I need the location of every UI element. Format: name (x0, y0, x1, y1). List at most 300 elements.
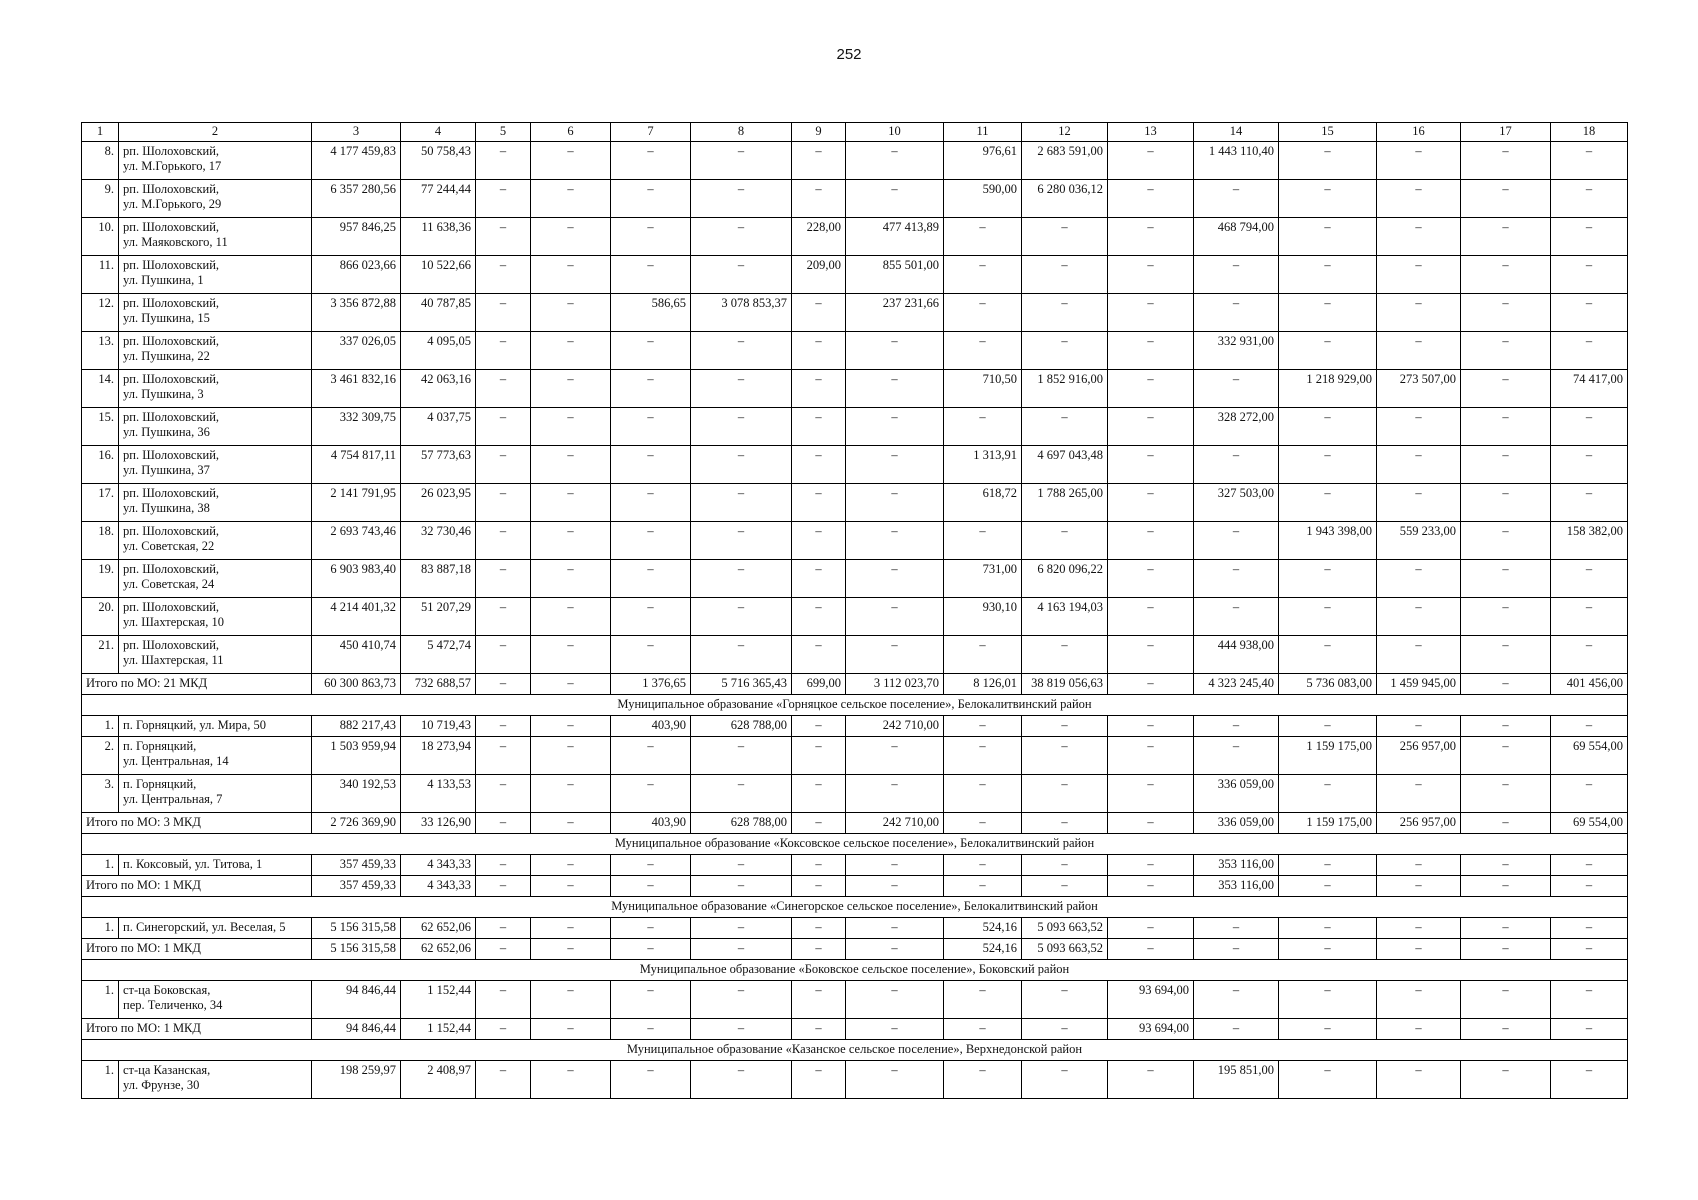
column-header: 3 (312, 123, 401, 142)
value-cell: – (1194, 737, 1279, 775)
value-cell: 10 719,43 (401, 716, 476, 737)
value-cell: – (531, 218, 611, 256)
address-cell: рп. Шолоховский, ул. Пушкина, 1 (119, 256, 312, 294)
value-cell: 4 754 817,11 (312, 446, 401, 484)
value-cell: 882 217,43 (312, 716, 401, 737)
value-cell: – (1108, 484, 1194, 522)
total-cell: 357 459,33 (312, 876, 401, 897)
value-cell: – (1461, 636, 1551, 674)
value-cell: – (1022, 1061, 1108, 1099)
value-cell: – (611, 737, 691, 775)
value-cell: – (611, 446, 691, 484)
value-cell: 4 163 194,03 (1022, 598, 1108, 636)
total-cell: 403,90 (611, 813, 691, 834)
value-cell: – (944, 855, 1022, 876)
total-cell: 4 323 245,40 (1194, 674, 1279, 695)
total-cell: – (1279, 1019, 1377, 1040)
value-cell: 273 507,00 (1377, 370, 1461, 408)
value-cell: – (1377, 981, 1461, 1019)
row-number: 2. (82, 737, 119, 775)
total-cell: – (792, 1019, 846, 1040)
value-cell: – (531, 332, 611, 370)
value-cell: – (1108, 218, 1194, 256)
row-number: 1. (82, 918, 119, 939)
value-cell: 4 133,53 (401, 775, 476, 813)
value-cell: – (691, 218, 792, 256)
value-cell: – (611, 1061, 691, 1099)
value-cell: – (1377, 716, 1461, 737)
value-cell: – (1461, 918, 1551, 939)
value-cell: 1 159 175,00 (1279, 737, 1377, 775)
value-cell: – (944, 636, 1022, 674)
value-cell: – (1108, 408, 1194, 446)
value-cell: 2 693 743,46 (312, 522, 401, 560)
section-header-row (82, 695, 1628, 716)
value-cell: – (691, 737, 792, 775)
value-cell: – (1108, 716, 1194, 737)
total-cell: – (1022, 1019, 1108, 1040)
value-cell: 4 697 043,48 (1022, 446, 1108, 484)
value-cell: – (846, 560, 944, 598)
row-number: 15. (82, 408, 119, 446)
value-cell: 332 309,75 (312, 408, 401, 446)
value-cell: 559 233,00 (1377, 522, 1461, 560)
address-cell: ст-ца Боковская, пер. Теличенко, 34 (119, 981, 312, 1019)
total-cell: – (691, 1019, 792, 1040)
value-cell: – (792, 294, 846, 332)
value-cell: – (1108, 636, 1194, 674)
value-cell: – (1461, 560, 1551, 598)
table-row (82, 180, 1628, 218)
value-cell: 158 382,00 (1551, 522, 1628, 560)
row-number: 1. (82, 1061, 119, 1099)
total-cell: – (1461, 939, 1551, 960)
section-title: Муниципальное образование «Горняцкое сельское поселение», Белокалитвинский район (82, 695, 1628, 716)
value-cell: – (1108, 522, 1194, 560)
value-cell: – (531, 142, 611, 180)
total-cell: – (1461, 1019, 1551, 1040)
total-row (82, 939, 1628, 960)
value-cell: – (792, 484, 846, 522)
value-cell: – (1194, 294, 1279, 332)
total-cell: – (1551, 1019, 1628, 1040)
total-cell: – (531, 939, 611, 960)
value-cell: 242 710,00 (846, 716, 944, 737)
value-cell: 4 095,05 (401, 332, 476, 370)
row-number: 17. (82, 484, 119, 522)
section-header-row (82, 834, 1628, 855)
value-cell: 3 078 853,37 (691, 294, 792, 332)
value-cell: – (1461, 142, 1551, 180)
value-cell: – (1551, 294, 1628, 332)
value-cell: – (846, 522, 944, 560)
total-cell: – (1022, 876, 1108, 897)
value-cell: – (1194, 981, 1279, 1019)
value-cell: – (531, 855, 611, 876)
total-cell: – (691, 876, 792, 897)
value-cell: 1 503 959,94 (312, 737, 401, 775)
value-cell: – (1461, 332, 1551, 370)
total-cell: 1 152,44 (401, 1019, 476, 1040)
column-header: 5 (476, 123, 531, 142)
value-cell: – (531, 180, 611, 218)
value-cell: – (1194, 598, 1279, 636)
value-cell: – (846, 332, 944, 370)
total-cell: 242 710,00 (846, 813, 944, 834)
total-cell: 5 156 315,58 (312, 939, 401, 960)
value-cell: – (1279, 332, 1377, 370)
row-number: 8. (82, 142, 119, 180)
value-cell: – (944, 981, 1022, 1019)
value-cell: – (1108, 370, 1194, 408)
value-cell: 4 037,75 (401, 408, 476, 446)
value-cell: – (691, 636, 792, 674)
column-header: 1 (82, 123, 119, 142)
value-cell: 353 116,00 (1194, 855, 1279, 876)
value-cell: – (846, 142, 944, 180)
value-cell: 2 141 791,95 (312, 484, 401, 522)
value-cell: – (476, 256, 531, 294)
value-cell: 5 472,74 (401, 636, 476, 674)
total-cell: – (1461, 876, 1551, 897)
row-number: 10. (82, 218, 119, 256)
value-cell: – (1108, 737, 1194, 775)
value-cell: – (531, 636, 611, 674)
table-row (82, 294, 1628, 332)
value-cell: 40 787,85 (401, 294, 476, 332)
table-row (82, 142, 1628, 180)
value-cell: – (1377, 332, 1461, 370)
value-cell: – (1551, 142, 1628, 180)
value-cell: – (1377, 408, 1461, 446)
value-cell: – (846, 484, 944, 522)
value-cell: – (476, 1061, 531, 1099)
table-row (82, 522, 1628, 560)
total-cell: – (846, 876, 944, 897)
column-header: 9 (792, 123, 846, 142)
value-cell: – (792, 560, 846, 598)
value-cell: – (1551, 636, 1628, 674)
value-cell: – (611, 484, 691, 522)
total-cell: 5 736 083,00 (1279, 674, 1377, 695)
value-cell: – (476, 142, 531, 180)
value-cell: – (1461, 737, 1551, 775)
value-cell: – (691, 598, 792, 636)
value-cell: – (792, 918, 846, 939)
value-cell: – (1022, 636, 1108, 674)
total-label: Итого по МО: 1 МКД (82, 939, 312, 960)
value-cell: – (691, 408, 792, 446)
value-cell: 866 023,66 (312, 256, 401, 294)
table-row (82, 598, 1628, 636)
row-number: 13. (82, 332, 119, 370)
value-cell: 403,90 (611, 716, 691, 737)
register-table (81, 122, 1628, 1099)
total-cell: – (1194, 1019, 1279, 1040)
address-cell: рп. Шолоховский, ул. Шахтерская, 10 (119, 598, 312, 636)
value-cell: – (691, 560, 792, 598)
value-cell: 77 244,44 (401, 180, 476, 218)
value-cell: – (691, 370, 792, 408)
value-cell: – (476, 180, 531, 218)
total-cell: – (944, 1019, 1022, 1040)
value-cell: – (1194, 446, 1279, 484)
total-row (82, 813, 1628, 834)
value-cell: – (476, 775, 531, 813)
value-cell: – (1194, 180, 1279, 218)
value-cell: 51 207,29 (401, 598, 476, 636)
value-cell: – (846, 408, 944, 446)
total-label: Итого по МО: 3 МКД (82, 813, 312, 834)
value-cell: 2 408,97 (401, 1061, 476, 1099)
value-cell: 618,72 (944, 484, 1022, 522)
value-cell: – (1279, 716, 1377, 737)
total-cell: 353 116,00 (1194, 876, 1279, 897)
value-cell: – (1461, 1061, 1551, 1099)
value-cell: – (1108, 775, 1194, 813)
address-cell: п. Горняцкий, ул. Центральная, 7 (119, 775, 312, 813)
value-cell: – (531, 408, 611, 446)
value-cell: – (476, 408, 531, 446)
value-cell: – (944, 332, 1022, 370)
value-cell: 94 846,44 (312, 981, 401, 1019)
value-cell: – (476, 446, 531, 484)
total-cell: – (792, 876, 846, 897)
total-cell: – (1461, 674, 1551, 695)
value-cell: – (944, 716, 1022, 737)
total-cell: 33 126,90 (401, 813, 476, 834)
value-cell: 1 852 916,00 (1022, 370, 1108, 408)
value-cell: 237 231,66 (846, 294, 944, 332)
value-cell: – (1279, 446, 1377, 484)
address-cell: рп. Шолоховский, ул. Пушкина, 15 (119, 294, 312, 332)
address-cell: п. Коксовый, ул. Титова, 1 (119, 855, 312, 876)
value-cell: – (1194, 370, 1279, 408)
value-cell: 586,65 (611, 294, 691, 332)
value-cell: – (476, 218, 531, 256)
value-cell: – (476, 636, 531, 674)
total-cell: 1 459 945,00 (1377, 674, 1461, 695)
value-cell: 5 093 663,52 (1022, 918, 1108, 939)
address-cell: п. Синегорский, ул. Веселая, 5 (119, 918, 312, 939)
value-cell: – (611, 370, 691, 408)
section-header-row (82, 960, 1628, 981)
value-cell: – (531, 981, 611, 1019)
value-cell: – (691, 981, 792, 1019)
address-cell: рп. Шолоховский, ул. М.Горького, 17 (119, 142, 312, 180)
value-cell: – (531, 256, 611, 294)
value-cell: – (1022, 256, 1108, 294)
value-cell: – (611, 142, 691, 180)
column-header: 10 (846, 123, 944, 142)
value-cell: – (1377, 294, 1461, 332)
section-title: Муниципальное образование «Казанское сельское поселение», Верхнедонской район (82, 1040, 1628, 1061)
value-cell: 198 259,97 (312, 1061, 401, 1099)
value-cell: – (1279, 598, 1377, 636)
column-header: 2 (119, 123, 312, 142)
value-cell: 93 694,00 (1108, 981, 1194, 1019)
value-cell: – (476, 737, 531, 775)
total-cell: – (1108, 939, 1194, 960)
value-cell: – (1461, 218, 1551, 256)
value-cell: – (691, 918, 792, 939)
value-cell: – (691, 332, 792, 370)
value-cell: – (792, 180, 846, 218)
value-cell: 10 522,66 (401, 256, 476, 294)
value-cell: – (1551, 775, 1628, 813)
value-cell: 450 410,74 (312, 636, 401, 674)
value-cell: – (846, 1061, 944, 1099)
row-number: 9. (82, 180, 119, 218)
value-cell: – (1279, 294, 1377, 332)
value-cell: – (1551, 218, 1628, 256)
row-number: 18. (82, 522, 119, 560)
value-cell: 855 501,00 (846, 256, 944, 294)
value-cell: – (1377, 775, 1461, 813)
value-cell: – (1551, 981, 1628, 1019)
total-cell: 336 059,00 (1194, 813, 1279, 834)
value-cell: – (611, 598, 691, 636)
total-cell: 1 376,65 (611, 674, 691, 695)
row-number: 1. (82, 716, 119, 737)
table-row (82, 981, 1628, 1019)
column-header-row (82, 123, 1628, 142)
column-header: 17 (1461, 123, 1551, 142)
value-cell: – (1108, 256, 1194, 294)
total-cell: – (1377, 939, 1461, 960)
value-cell: 1 443 110,40 (1194, 142, 1279, 180)
value-cell: – (1461, 775, 1551, 813)
value-cell: – (944, 737, 1022, 775)
value-cell: – (611, 560, 691, 598)
value-cell: – (1279, 1061, 1377, 1099)
value-cell: – (1551, 560, 1628, 598)
total-cell: 401 456,00 (1551, 674, 1628, 695)
value-cell: – (1022, 408, 1108, 446)
row-number: 12. (82, 294, 119, 332)
value-cell: 327 503,00 (1194, 484, 1279, 522)
value-cell: – (846, 636, 944, 674)
value-cell: 2 683 591,00 (1022, 142, 1108, 180)
total-label: Итого по МО: 21 МКД (82, 674, 312, 695)
value-cell: – (1279, 775, 1377, 813)
value-cell: – (691, 1061, 792, 1099)
value-cell: – (1022, 332, 1108, 370)
total-cell: 93 694,00 (1108, 1019, 1194, 1040)
value-cell: – (1108, 560, 1194, 598)
value-cell: – (1108, 142, 1194, 180)
value-cell: – (1461, 256, 1551, 294)
row-number: 21. (82, 636, 119, 674)
value-cell: – (792, 981, 846, 1019)
column-header: 11 (944, 123, 1022, 142)
value-cell: 1 943 398,00 (1279, 522, 1377, 560)
value-cell: – (1108, 855, 1194, 876)
value-cell: 590,00 (944, 180, 1022, 218)
value-cell: – (1461, 370, 1551, 408)
value-cell: – (1022, 522, 1108, 560)
total-cell: – (846, 939, 944, 960)
row-number: 16. (82, 446, 119, 484)
value-cell: 62 652,06 (401, 918, 476, 939)
value-cell: – (1022, 981, 1108, 1019)
value-cell: – (1279, 560, 1377, 598)
column-header: 18 (1551, 123, 1628, 142)
value-cell: 357 459,33 (312, 855, 401, 876)
address-cell: рп. Шолоховский, ул. Шахтерская, 11 (119, 636, 312, 674)
value-cell: – (476, 332, 531, 370)
value-cell: – (1279, 855, 1377, 876)
section-title: Муниципальное образование «Синегорское сельское поселение», Белокалитвинский район (82, 897, 1628, 918)
total-cell: 628 788,00 (691, 813, 792, 834)
value-cell: – (1461, 484, 1551, 522)
section-header-row (82, 897, 1628, 918)
table-row (82, 716, 1628, 737)
value-cell: – (476, 484, 531, 522)
table-row (82, 737, 1628, 775)
value-cell: – (846, 446, 944, 484)
value-cell: – (531, 716, 611, 737)
value-cell: 4 214 401,32 (312, 598, 401, 636)
value-cell: – (1377, 446, 1461, 484)
value-cell: – (944, 1061, 1022, 1099)
value-cell: – (1279, 218, 1377, 256)
total-cell: 256 957,00 (1377, 813, 1461, 834)
total-cell: 5 093 663,52 (1022, 939, 1108, 960)
value-cell: – (691, 775, 792, 813)
value-cell: – (1461, 598, 1551, 636)
value-cell: – (476, 560, 531, 598)
value-cell: 6 280 036,12 (1022, 180, 1108, 218)
table-row (82, 855, 1628, 876)
value-cell: – (611, 180, 691, 218)
value-cell: – (846, 180, 944, 218)
value-cell: 228,00 (792, 218, 846, 256)
value-cell: – (476, 522, 531, 560)
total-row (82, 674, 1628, 695)
column-header: 4 (401, 123, 476, 142)
total-cell: – (1108, 813, 1194, 834)
value-cell: – (1022, 737, 1108, 775)
value-cell: 1 788 265,00 (1022, 484, 1108, 522)
total-cell: – (1194, 939, 1279, 960)
value-cell: – (1108, 598, 1194, 636)
value-cell: 628 788,00 (691, 716, 792, 737)
value-cell: 1 152,44 (401, 981, 476, 1019)
total-cell: – (944, 813, 1022, 834)
value-cell: – (476, 918, 531, 939)
value-cell: 11 638,36 (401, 218, 476, 256)
value-cell: – (792, 775, 846, 813)
value-cell: 69 554,00 (1551, 737, 1628, 775)
value-cell: – (1551, 716, 1628, 737)
page-number: 252 (836, 46, 862, 63)
total-cell: – (531, 876, 611, 897)
value-cell: 32 730,46 (401, 522, 476, 560)
total-cell: 3 112 023,70 (846, 674, 944, 695)
column-header: 7 (611, 123, 691, 142)
value-cell: – (1108, 180, 1194, 218)
value-cell: – (792, 446, 846, 484)
value-cell: – (792, 737, 846, 775)
value-cell: – (1377, 855, 1461, 876)
total-cell: – (531, 1019, 611, 1040)
address-cell: рп. Шолоховский, ул. Пушкина, 36 (119, 408, 312, 446)
address-cell: ст-ца Казанская, ул. Фрунзе, 30 (119, 1061, 312, 1099)
table-row (82, 636, 1628, 674)
value-cell: 477 413,89 (846, 218, 944, 256)
address-cell: рп. Шолоховский, ул. Пушкина, 38 (119, 484, 312, 522)
